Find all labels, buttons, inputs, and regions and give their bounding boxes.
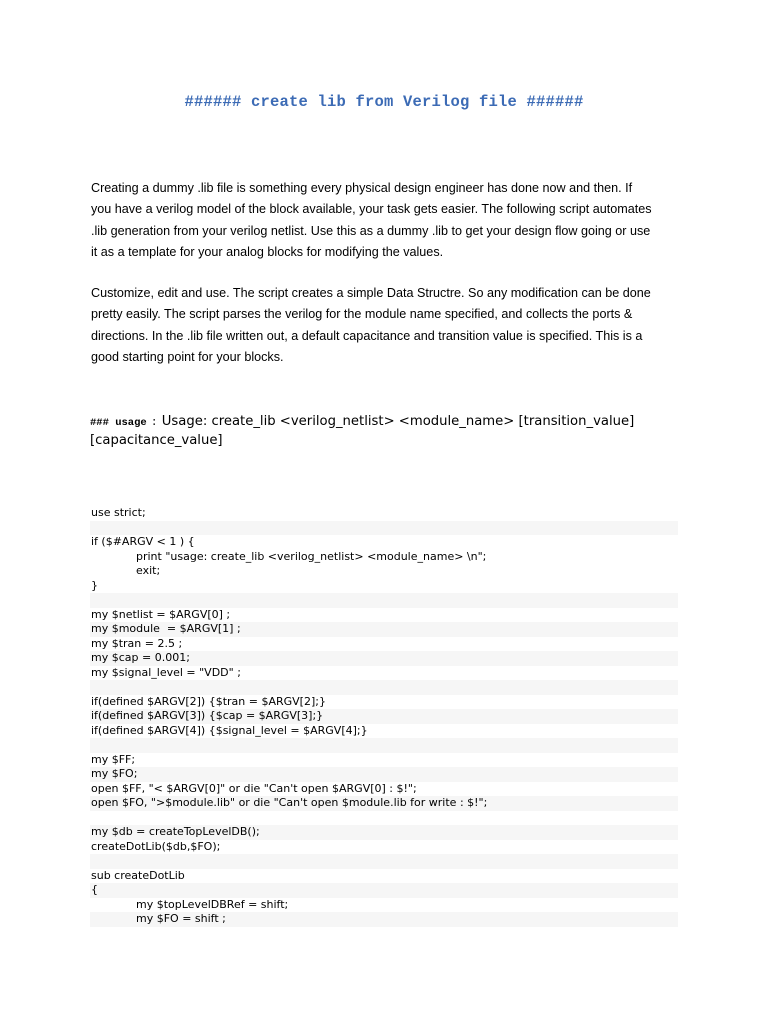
paragraph-line: directions. In the .lib file written out, a default capacitance and transition value is specified. This is a [91, 328, 643, 343]
code-line: if ($#ARGV < 1 ) { [91, 535, 195, 548]
code-line: my $FO = shift ; [90, 912, 678, 927]
usage-section [90, 413, 690, 449]
usage-text: Usage: create_lib <verilog_netlist> <module_name> [transition_value] [161, 414, 635, 429]
code-line: print "usage: create_lib <verilog_netlist> <module_name> \n"; [136, 549, 487, 563]
code-line: open $FO, ">$module.lib" or die "Can't open $module.lib for write : $!"; [90, 796, 678, 811]
code-line [90, 738, 678, 753]
paragraph-line: Creating a dummy .lib file is something every physical design engineer has done now and then. If [91, 181, 633, 195]
intro-paragraph [91, 178, 691, 263]
code-line: sub createDotLib [91, 868, 185, 882]
code-line: } [91, 578, 98, 592]
code-line: my $cap = 0.001; [90, 651, 678, 666]
paragraph-line: .lib generation from your verilog netlist. Use this as a dummy .lib to get your design flow going or use [91, 223, 651, 238]
paragraph-line: Customize, edit and use. The script creates a simple Data Structre. So any modification can be done [91, 286, 651, 300]
code-line: { [90, 883, 678, 898]
paragraph-line: good starting point for your blocks. [91, 349, 284, 364]
paragraph-line: pretty easily. The script parses the verilog for the module name specified, and collects the ports & [91, 307, 633, 322]
code-line [90, 854, 678, 869]
code-line: createDotLib($db,$FO); [91, 839, 221, 853]
code-line: exit; [136, 564, 161, 577]
code-line: my $FF; [91, 752, 136, 766]
code-block [90, 506, 678, 927]
code-line: if(defined $ARGV[2]) {$tran = $ARGV[2];} [91, 694, 326, 708]
code-line: my $signal_level = "VDD" ; [91, 665, 241, 679]
code-line: if(defined $ARGV[3]) {$cap = $ARGV[3];} [90, 709, 678, 724]
usage-text: [capacitance_value] [90, 433, 223, 448]
code-line [90, 811, 678, 826]
code-line: my $module = $ARGV[1] ; [90, 622, 678, 637]
usage-tag: ### usage [90, 417, 147, 429]
code-line: use strict; [91, 506, 146, 519]
code-line [90, 521, 678, 536]
code-line: open $FF, "< $ARGV[0]" or die "Can't open $ARGV[0] : $!"; [91, 781, 417, 795]
code-line: my $FO; [90, 767, 678, 782]
code-line [90, 680, 678, 695]
page-title: ###### create lib from Verilog file ###### [184, 93, 584, 111]
code-line: my $tran = 2.5 ; [91, 636, 183, 650]
usage-separator: : [150, 417, 158, 429]
paragraph-line: you have a verilog model of the block available, your task gets easier. The following script automates [91, 202, 652, 217]
code-line: if(defined $ARGV[4]) {$signal_level = $ARGV[4];} [91, 723, 368, 737]
customize-paragraph [91, 283, 691, 368]
code-line: my $topLevelDBRef = shift; [136, 897, 289, 911]
code-line: my $netlist = $ARGV[0] ; [91, 607, 231, 621]
code-line: my $db = createTopLevelDB(); [90, 825, 678, 840]
paragraph-line: it as a template for your analog blocks for modifying the values. [91, 244, 444, 259]
code-line [90, 593, 678, 608]
